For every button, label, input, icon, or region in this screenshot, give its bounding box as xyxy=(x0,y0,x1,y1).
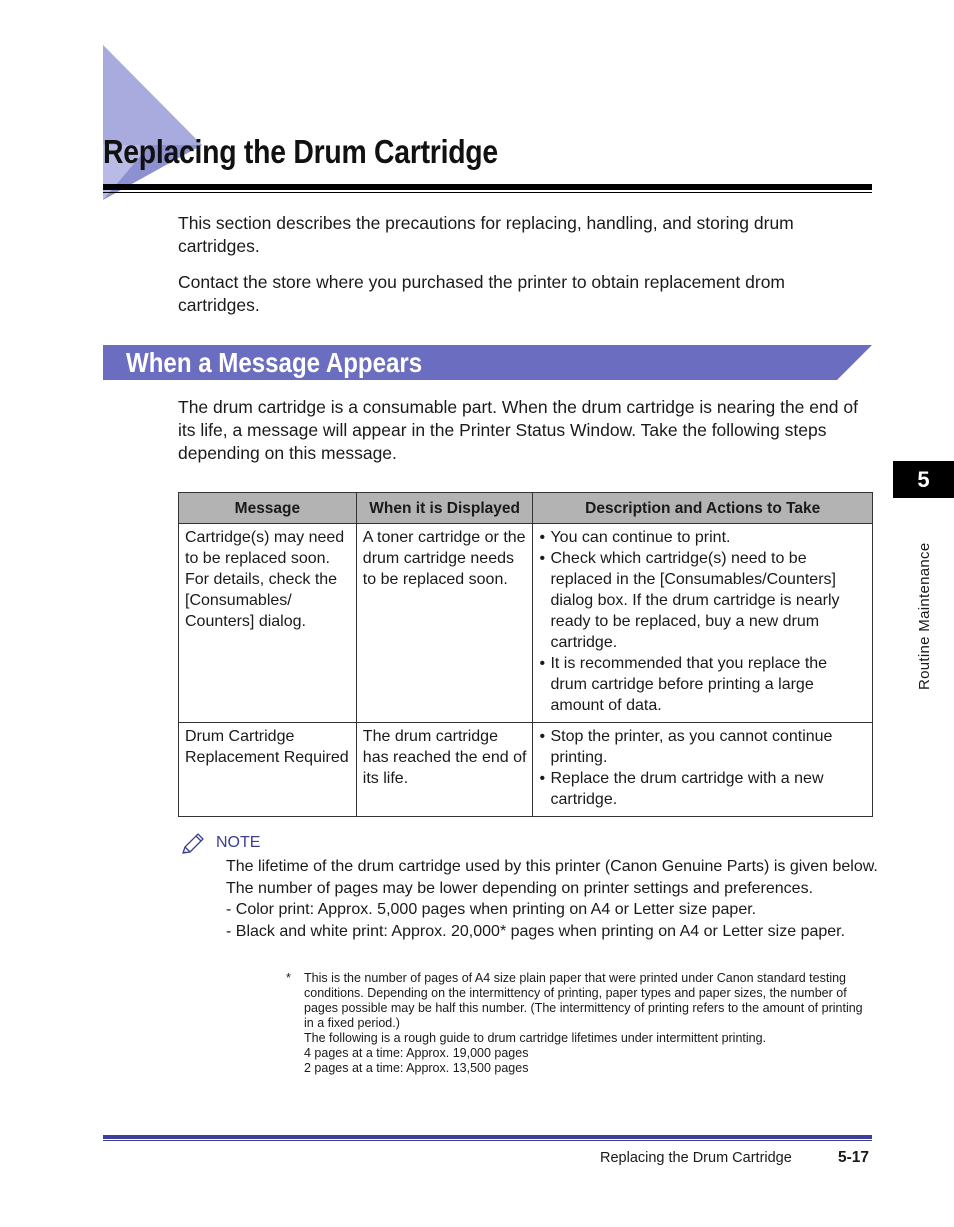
page-number: 5-17 xyxy=(838,1149,870,1166)
footnote-guide: The following is a rough guide to drum cartridge lifetimes under intermittent printing. xyxy=(304,1031,767,1045)
title-decoration xyxy=(0,0,220,210)
table-header-row xyxy=(179,493,873,524)
when-text: The drum cartridge has reached the end of its life. xyxy=(362,728,527,787)
footnote xyxy=(304,971,874,1076)
footnote-item: 2 pages at a time: Approx. 13,500 pages xyxy=(304,1061,529,1075)
chapter-tab: 5 xyxy=(893,461,954,498)
page-title: Replacing the Drum Cartridge xyxy=(103,133,498,170)
note-body xyxy=(226,856,886,942)
table-cell-actions xyxy=(533,524,873,723)
table-cell-actions xyxy=(533,723,873,817)
action-item: • It is recommended that you replace the drum cartridge before printing a large amount of data. xyxy=(539,653,866,716)
intro-paragraph-2: Contact the store where you purchased the printer to obtain replacement drom cartridges. xyxy=(178,272,786,315)
pencil-icon xyxy=(180,832,206,856)
message-text: Drum Cartridge Replacement Required xyxy=(185,728,349,766)
action-item: • Check which cartridge(s) need to be replaced in the [Consumables/Counters] dialog box. If the drum cartridge is nearly ready to be replaced, buy a new drum cartridge. xyxy=(539,548,866,653)
when-text: A toner cartridge or the drum cartridge needs to be replaced soon. xyxy=(362,529,526,588)
table-header-when: When it is Displayed xyxy=(356,493,533,524)
note-line-bw: - Black and white print: Approx. 20,000* pages when printing on A4 or Letter size paper. xyxy=(226,922,846,940)
table-header-description: Description and Actions to Take xyxy=(533,493,873,524)
title-rule-thin xyxy=(103,192,872,193)
section-heading: When a Message Appears xyxy=(126,347,423,378)
table-row xyxy=(179,723,873,817)
footer-title: Replacing the Drum Cartridge xyxy=(600,1150,792,1166)
message-text: Cartridge(s) may need to be replaced soon. For details, check the [Consumables/ Counters] dialog. xyxy=(185,529,345,630)
footnote-marker: * xyxy=(286,971,291,985)
message-table xyxy=(178,492,873,817)
intro-paragraph-1: This section describes the precautions for replacing, handling, and storing drum cartridges. xyxy=(178,213,794,256)
table-cell-when xyxy=(356,524,533,723)
note-line-color: - Color print: Approx. 5,000 pages when printing on A4 or Letter size paper. xyxy=(226,901,757,918)
chapter-side-label: Routine Maintenance xyxy=(916,542,933,690)
table-cell-when xyxy=(356,723,533,817)
action-item: • You can continue to print. xyxy=(539,527,866,548)
table-header-message: Message xyxy=(179,493,357,524)
footnote-text: This is the number of pages of A4 size plain paper that were printed under Canon standard testing conditions. Depending on the intermittency of printing, paper types and paper sizes, the number of pages possible may be half this number. (The intermittency of printing refers to the amount of printing in a fixed period.) xyxy=(304,971,863,1030)
action-item: • Stop the printer, as you cannot continue printing. xyxy=(539,726,866,768)
table-cell-message xyxy=(179,524,357,723)
footer-rule xyxy=(103,1135,872,1139)
note-text: The lifetime of the drum cartridge used by this printer (Canon Genuine Parts) is given below. The number of pages may be lower depending on printer settings and preferences. xyxy=(226,858,878,897)
note-label: NOTE xyxy=(216,834,261,851)
footnote-item: 4 pages at a time: Approx. 19,000 pages xyxy=(304,1046,529,1060)
action-item: • Replace the drum cartridge with a new cartridge. xyxy=(539,768,866,810)
table-cell-message xyxy=(179,723,357,817)
section-description: The drum cartridge is a consumable part. When the drum cartridge is nearing the end of its life, a message will appear in the Printer Status Window. Take the following steps depending on this message. xyxy=(178,397,858,463)
table-row xyxy=(179,524,873,723)
title-rule xyxy=(103,184,872,190)
footer-rule-thin xyxy=(103,1140,872,1141)
